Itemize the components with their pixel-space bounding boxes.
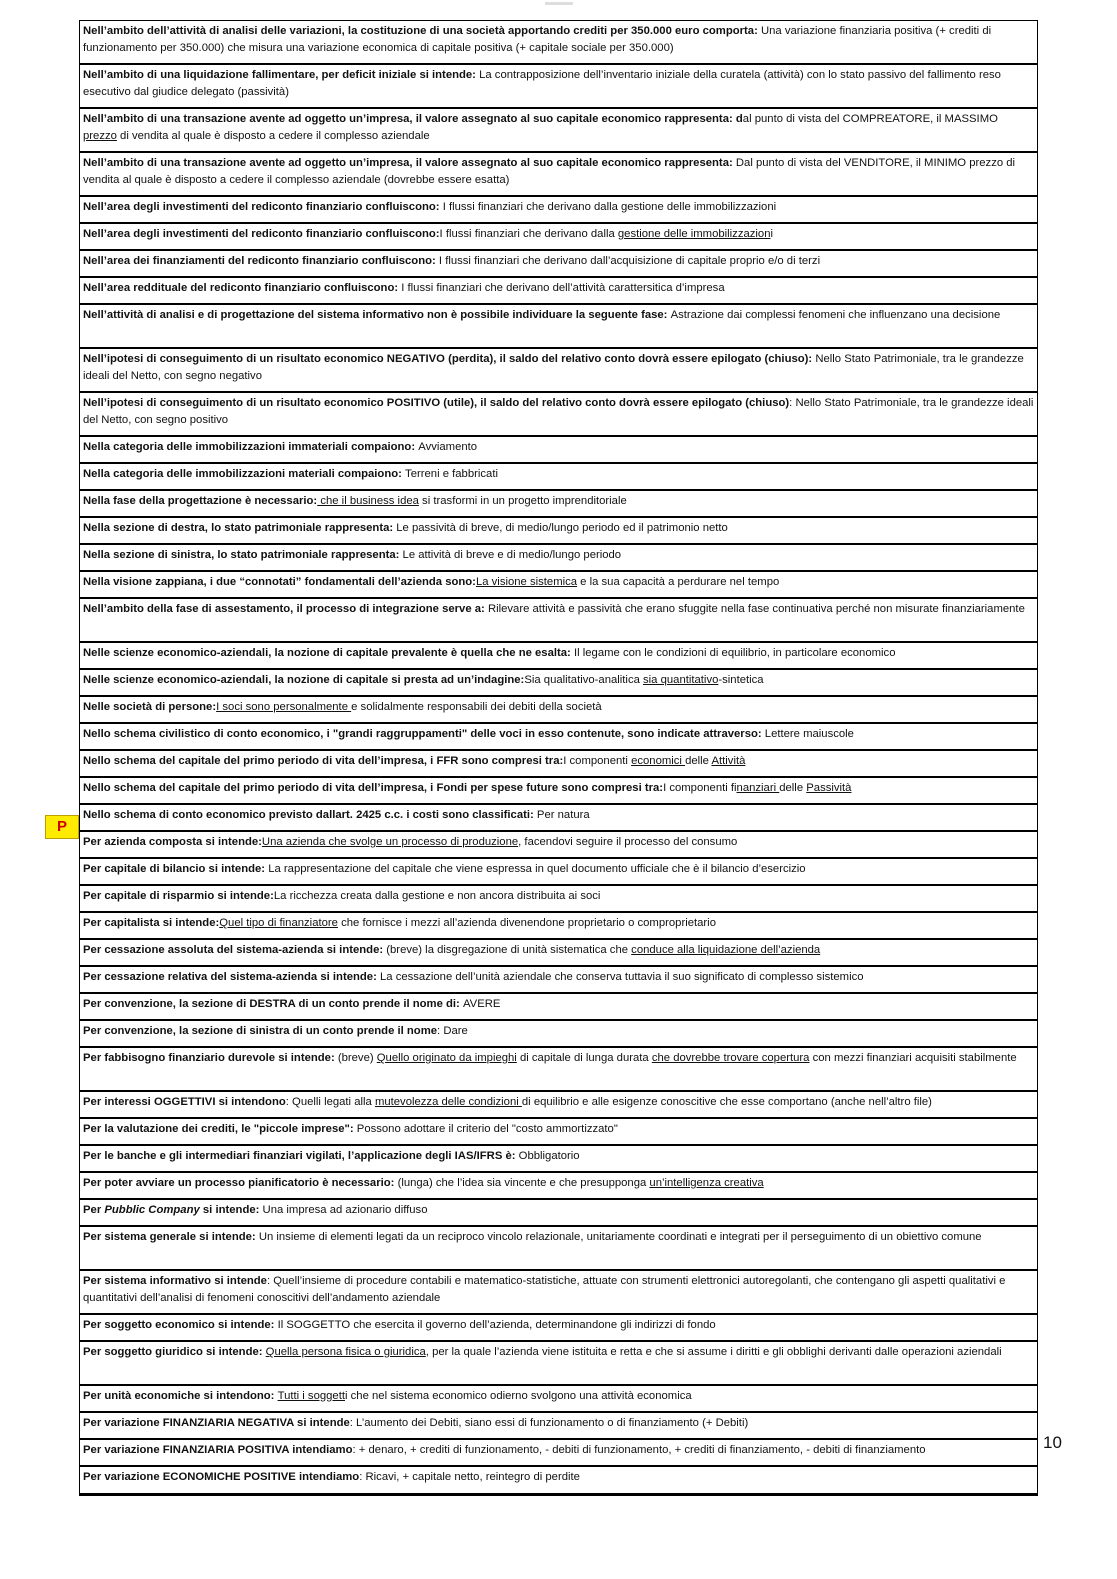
table-row	[80, 939, 1038, 966]
answer-text: : Ricavi, + capitale netto, reintegro di perdite	[359, 1471, 580, 1483]
answer-text: : + denaro, + crediti di funzionamento, - debiti di funzionamento, + crediti di finanziamento, - debiti di finanziamento	[352, 1444, 926, 1456]
table-row	[80, 490, 1038, 517]
answer-text: i	[770, 228, 773, 240]
row-cell	[80, 436, 1038, 463]
question-text: Nella categoria delle immobilizzazioni materiali compaiono:	[83, 468, 406, 480]
table-row	[80, 463, 1038, 490]
table-row	[80, 696, 1038, 723]
table-row	[80, 1270, 1038, 1314]
answer-text: conduce alla liquidazione dell’azienda	[631, 944, 821, 956]
row-cell	[80, 966, 1038, 993]
answer-text: Astrazione dai complessi fenomeni che influenzano una decisione	[670, 309, 1001, 321]
row-cell	[80, 1047, 1038, 1091]
answer-text: Quella persona fisica o giuridica	[265, 1346, 426, 1358]
row-cell	[80, 939, 1038, 966]
question-text: Nella sezione di sinistra, lo stato patrimoniale rappresenta:	[83, 549, 403, 561]
answer-text: : Quell’insieme di procedure contabili e matematico-statistiche, attuate con strumenti elettronici autoregolanti, che contengano gli aspetti qualitativi e quantitativi dell’analisi di fenomeni conoscitivi dell’andamento aziendale	[83, 1275, 1006, 1304]
answer-text: Un insieme di elementi legati da un reciproco vincolo relazionale, unitariamente coordinati e integrati per il perseguimento di un obiettivo comune	[258, 1231, 982, 1243]
row-cell	[80, 1199, 1038, 1226]
qa-table-body	[80, 21, 1038, 1495]
question-text: Per la valutazione dei crediti, le "piccole imprese":	[83, 1123, 357, 1135]
answer-text: sia quantitativo	[643, 674, 719, 686]
row-cell	[80, 831, 1038, 858]
row-cell	[80, 21, 1038, 65]
answer-text: (breve)	[337, 1052, 377, 1064]
row-cell	[80, 490, 1038, 517]
table-row	[80, 777, 1038, 804]
table-row	[80, 1118, 1038, 1145]
qa-table	[79, 20, 1038, 1496]
question-text: Nell’ambito di una transazione avente ad oggetto un’impresa, il valore assegnato al suo capitale economico rappresenta: d	[83, 113, 743, 125]
question-text: Per variazione ECONOMICHE POSITIVE intendiamo	[83, 1471, 360, 1483]
table-row	[80, 196, 1038, 223]
question-text: Nello schema di conto economico previsto dallart. 2425 c.c. i costi sono classificati:	[83, 809, 537, 821]
row-cell	[80, 723, 1038, 750]
table-row	[80, 1226, 1038, 1270]
row-cell	[80, 463, 1038, 490]
row-cell	[80, 1439, 1038, 1466]
answer-text: , per la quale l’azienda viene istituita e retta e che si assume i diritti e gli obblighi derivanti dalle operazioni aziendali	[425, 1346, 1002, 1358]
answer-text: gestione delle immobilizzazion	[617, 228, 771, 240]
row-cell	[80, 108, 1038, 152]
answer-text: Dal punto di vista del VENDITORE, il MINIMO prezzo di vendita al quale è disposto a cedere il complesso aziendale (dovrebbe essere esatta)	[83, 157, 1016, 186]
question-text: Nell’area dei finanziamenti del rediconto finanziario confluiscono:	[83, 255, 439, 267]
question-text: Nella visione zappiana, i due “connotati” fondamentali dell’azienda sono:	[83, 576, 476, 588]
question-text: Nell’ipotesi di conseguimento di un risultato economico NEGATIVO (perdita), il saldo del relativo conto dovrà essere epilogato (chiuso):	[83, 353, 816, 365]
table-row	[80, 1020, 1038, 1047]
table-row	[80, 885, 1038, 912]
question-text: Nello schema del capitale del primo periodo di vita dell’impresa, i Fondi per spese future sono compresi tra:	[83, 782, 664, 794]
table-row	[80, 544, 1038, 571]
question-text: Per cessazione relativa del sistema-azienda si intende:	[83, 971, 380, 983]
question-text: Nell’ambito di una liquidazione fallimentare, per deficit iniziale si intende:	[83, 69, 480, 81]
table-row	[80, 277, 1038, 304]
table-row	[80, 1341, 1038, 1385]
answer-text: La ricchezza creata dalla gestione e non ancora distribuita ai soci	[273, 890, 601, 902]
question-text: Nell’attività di analisi e di progettazione del sistema informativo non è possibile individuare la seguente fase:	[83, 309, 671, 321]
table-row	[80, 1412, 1038, 1439]
answer-text: Avviamento	[418, 441, 478, 453]
answer-text: La cessazione dell’unità aziendale che conserva tuttavia il suo significato di complesso sistemico	[380, 971, 864, 983]
question-text: Nell’ambito della fase di assestamento, il processo di integrazione serve a:	[83, 603, 488, 615]
row-cell	[80, 223, 1038, 250]
table-row	[80, 436, 1038, 463]
question-text: Per convenzione, la sezione di sinistra di un conto prende il nome	[83, 1025, 438, 1037]
table-row	[80, 1466, 1038, 1495]
table-row	[80, 1199, 1038, 1226]
answer-text: I flussi finanziari che derivano dalla gestione delle immobilizzazioni	[442, 201, 777, 213]
answer-text: che dovrebbe trovare copertura	[651, 1052, 810, 1064]
row-cell	[80, 669, 1038, 696]
row-cell	[80, 1145, 1038, 1172]
table-row	[80, 517, 1038, 544]
question-text: Nello schema civilistico di conto economico, i "grandi raggruppamenti" delle voci in esso contenute, sono indicate attraverso:	[83, 728, 765, 740]
question-text: Per le banche e gli intermediari finanziari vigilati, l’applicazione degli IAS/IFRS è:	[83, 1150, 519, 1162]
answer-text: Le passività di breve, di medio/lungo periodo ed il patrimonio netto	[396, 522, 728, 534]
answer-text: di vendita al quale è disposto a cedere il complesso aziendale	[116, 130, 430, 142]
answer-text: si trasformi in un progetto imprenditoriale	[418, 495, 627, 507]
question-text: Nella categoria delle immobilizzazioni immateriali compaiono:	[83, 441, 419, 453]
question-text: Nella sezione di destra, lo stato patrimoniale rappresenta:	[83, 522, 397, 534]
question-text: Per variazione FINANZIARIA NEGATIVA si intende	[83, 1417, 350, 1429]
question-text: Per unità economiche si intendono:	[83, 1390, 278, 1402]
answer-text: La contrapposizione dell’inventario iniziale della curatela (attività) con lo stato passivo del fallimento reso esecutivo dal giudice delegato (passività)	[83, 69, 1001, 98]
question-text: Per convenzione, la sezione di DESTRA di un conto prende il nome di:	[83, 998, 463, 1010]
question-text: Per poter avviare un processo pianificatorio è necessario:	[83, 1177, 398, 1189]
table-row	[80, 152, 1038, 196]
question-text: Nelle scienze economico-aziendali, la nozione di capitale prevalente è quella che ne esalta:	[83, 647, 574, 659]
answer-text: e la sua capacità a perdurare nel tempo	[577, 576, 780, 588]
table-row	[80, 912, 1038, 939]
answer-text: Possono adottare il criterio del "costo ammortizzato"	[356, 1123, 618, 1135]
answer-text: Sia qualitativo-analitica	[524, 674, 644, 686]
question-text: Nell’ambito dell’attività di analisi delle variazioni, la costituzione di una società apportando crediti per 350.000 euro comporta:	[83, 25, 761, 37]
answer-text: delle	[685, 755, 712, 767]
table-row	[80, 966, 1038, 993]
row-cell	[80, 348, 1038, 392]
header-mark	[545, 2, 573, 5]
answer-text: e solidalmente responsabili dei debiti della società	[351, 701, 602, 713]
table-row	[80, 669, 1038, 696]
answer-text: -sintetica	[718, 674, 764, 686]
row-cell	[80, 1314, 1038, 1341]
answer-text: Il legame con le condizioni di equilibrio, in particolare economico	[573, 647, 896, 659]
table-row	[80, 1172, 1038, 1199]
answer-text: che il business idea	[317, 495, 419, 507]
table-row	[80, 64, 1038, 108]
question-text: Nell’ipotesi di conseguimento di un risultato economico POSITIVO (utile), il saldo del relativo conto dovrà essere epilogato (chiuso)	[83, 397, 790, 409]
table-row	[80, 1314, 1038, 1341]
answer-text: La rappresentazione del capitale che viene espressa in quel documento ufficiale che è il bilancio d’esercizio	[268, 863, 806, 875]
row-cell	[80, 1385, 1038, 1412]
row-cell	[80, 304, 1038, 348]
row-cell	[80, 750, 1038, 777]
question-text: Nell’area degli investimenti del rediconto finanziario confluiscono:	[83, 228, 440, 240]
answer-text: Per natura	[536, 809, 590, 821]
question-text: Per capitale di risparmio si intende:	[83, 890, 274, 902]
question-text: Per variazione FINANZIARIA POSITIVA intendiamo	[83, 1444, 353, 1456]
answer-text: delle	[779, 782, 807, 794]
table-row	[80, 250, 1038, 277]
row-cell	[80, 598, 1038, 642]
row-cell	[80, 1226, 1038, 1270]
answer-text: Le attività di breve e di medio/lungo periodo	[402, 549, 622, 561]
row-cell	[80, 250, 1038, 277]
question-text: Per cessazione assoluta del sistema-azienda si intende:	[83, 944, 387, 956]
answer-text: con mezzi finanziari acquisiti stabilmente	[809, 1052, 1017, 1064]
answer-text: : L’aumento dei Debiti, siano essi di funzionamento o di finanziamento (+ Debiti)	[349, 1417, 749, 1429]
answer-text: Una impresa ad azionario diffuso	[262, 1204, 428, 1216]
answer-text: Terreni e fabbricati	[405, 468, 498, 480]
answer-text: prezzo	[83, 130, 117, 142]
answer-text: : Dare	[437, 1025, 468, 1037]
row-cell	[80, 544, 1038, 571]
table-row	[80, 1385, 1038, 1412]
question-text: si intende:	[199, 1204, 263, 1216]
table-row	[80, 750, 1038, 777]
table-row	[80, 392, 1038, 436]
answer-text: che fornisce i mezzi all’azienda divenendone proprietario o comproprietario	[337, 917, 716, 929]
table-row	[80, 1047, 1038, 1091]
answer-text: (breve) la disgregazione di unità sistematica che	[386, 944, 632, 956]
row-cell	[80, 858, 1038, 885]
table-row	[80, 831, 1038, 858]
question-text: Nelle società di persone:	[83, 701, 217, 713]
row-cell	[80, 571, 1038, 598]
table-row	[80, 858, 1038, 885]
row-cell	[80, 696, 1038, 723]
row-cell	[80, 1118, 1038, 1145]
row-marker-badge: P	[45, 815, 79, 839]
answer-text: I flussi finanziari che derivano dalla	[439, 228, 618, 240]
table-row	[80, 348, 1038, 392]
answer-text: i che nel sistema economico odierno svolgono una attività economica	[345, 1390, 692, 1402]
question-text: Per sistema informativo si intende	[83, 1275, 267, 1287]
row-cell	[80, 1412, 1038, 1439]
question-text: Per fabbisogno finanziario durevole si intende:	[83, 1052, 338, 1064]
answer-text: di equilibrio e alle esigenze conoscitive che esse comportano (anche nell’altro file)	[521, 1096, 932, 1108]
answer-text: , facendovi seguire il processo del consumo	[518, 836, 738, 848]
answer-text: economici	[631, 755, 686, 767]
question-text: Per interessi OGGETTIVI si intendono	[83, 1096, 286, 1108]
table-row	[80, 223, 1038, 250]
answer-text: Lettere maiuscole	[764, 728, 854, 740]
row-cell	[80, 1466, 1038, 1495]
row-cell	[80, 642, 1038, 669]
answer-text: Rilevare attività e passività che erano sfuggite nella fase continuativa perché non misurate finanziariamente	[487, 603, 1025, 615]
answer-text: Quello originato da impieghi	[376, 1052, 517, 1064]
row-cell	[80, 152, 1038, 196]
row-cell	[80, 885, 1038, 912]
row-cell	[80, 777, 1038, 804]
question-text: Nell’area reddituale del rediconto finanziario confluiscono:	[83, 282, 402, 294]
answer-text: Attività	[711, 755, 746, 767]
question-text: Per azienda composta si intende:	[83, 836, 262, 848]
question-text-italic: Pubblic Company	[104, 1204, 200, 1216]
question-text: Nello schema del capitale del primo periodo di vita dell’impresa, i FFR sono compresi tra:	[83, 755, 564, 767]
row-cell	[80, 517, 1038, 544]
row-cell	[80, 392, 1038, 436]
answer-text: Obbligatorio	[518, 1150, 580, 1162]
answer-text: nanziari	[736, 782, 780, 794]
answer-text: AVERE	[462, 998, 501, 1010]
question-text: Nell’area degli investimenti del rediconto finanziario confluiscono:	[83, 201, 443, 213]
answer-text: (lunga) che l’idea sia vincente e che presupponga	[397, 1177, 650, 1189]
row-cell	[80, 277, 1038, 304]
question-text: Nelle scienze economico-aziendali, la nozione di capitale si presta ad un’indagine:	[83, 674, 525, 686]
row-cell	[80, 912, 1038, 939]
table-row	[80, 804, 1038, 831]
row-cell	[80, 804, 1038, 831]
answer-text: Nello Stato Patrimoniale, tra le grandezze ideali del Netto, con segno negativo	[83, 353, 1024, 382]
answer-text: I flussi finanziari che derivano dell’attività carattersitica d’impresa	[401, 282, 725, 294]
question-text: Nella fase della progettazione è necessario:	[83, 495, 318, 507]
table-row	[80, 1145, 1038, 1172]
answer-text: al punto di vista del COMPREATORE, il MASSIMO	[742, 113, 998, 125]
table-row	[80, 571, 1038, 598]
row-cell	[80, 1270, 1038, 1314]
table-row	[80, 304, 1038, 348]
question-text: Per capitalista si intende:	[83, 917, 220, 929]
answer-text: mutevolezza delle condizioni	[374, 1096, 522, 1108]
answer-text: I soci sono personalmente	[216, 701, 352, 713]
row-cell	[80, 1020, 1038, 1047]
table-row	[80, 993, 1038, 1020]
question-text: Per capitale di bilancio si intende:	[83, 863, 269, 875]
answer-text: I flussi finanziari che derivano dall’acquisizione di capitale proprio e/o di terzi	[438, 255, 821, 267]
answer-text: I componenti	[563, 755, 632, 767]
answer-text: un’intelligenza creativa	[649, 1177, 764, 1189]
table-row	[80, 108, 1038, 152]
question-text: Nell’ambito di una transazione avente ad oggetto un’impresa, il valore assegnato al suo capitale economico rappresenta:	[83, 157, 736, 169]
table-row	[80, 1091, 1038, 1118]
answer-text: La visione sistemica	[475, 576, 578, 588]
answer-text: Passività	[806, 782, 852, 794]
answer-text: I componenti fi	[663, 782, 737, 794]
question-text: Per sistema generale si intende:	[83, 1231, 259, 1243]
row-cell	[80, 1091, 1038, 1118]
table-row	[80, 1439, 1038, 1466]
page-number: 10	[1043, 1433, 1062, 1452]
question-text: Per	[83, 1204, 105, 1216]
row-cell	[80, 1172, 1038, 1199]
row-cell	[80, 993, 1038, 1020]
answer-text: Una variazione finanziaria positiva (+ crediti di funzionamento per 350.000) che misura una variazione economica di capitale positiva (+ capitale sociale per 350.000)	[83, 25, 992, 54]
table-row	[80, 21, 1038, 65]
row-cell	[80, 1341, 1038, 1385]
row-cell	[80, 196, 1038, 223]
table-row	[80, 723, 1038, 750]
answer-text: Il SOGGETTO che esercita il governo dell’azienda, determinandone gli indirizzi di fondo	[277, 1319, 716, 1331]
answer-text: Una azienda che svolge un processo di produzione	[261, 836, 519, 848]
answer-text: di capitale di lunga durata	[516, 1052, 652, 1064]
question-text: Per soggetto giuridico si intende:	[83, 1346, 266, 1358]
row-cell	[80, 64, 1038, 108]
answer-text: : Quelli legati alla	[285, 1096, 375, 1108]
answer-text: Tutti i soggett	[277, 1390, 345, 1402]
question-text: Per soggetto economico si intende:	[83, 1319, 278, 1331]
table-row	[80, 642, 1038, 669]
answer-text: : Nello Stato Patrimoniale, tra le grandezze ideali del Netto, con segno positivo	[83, 397, 1034, 426]
table-row	[80, 598, 1038, 642]
answer-text: Quel tipo di finanziatore	[219, 917, 338, 929]
